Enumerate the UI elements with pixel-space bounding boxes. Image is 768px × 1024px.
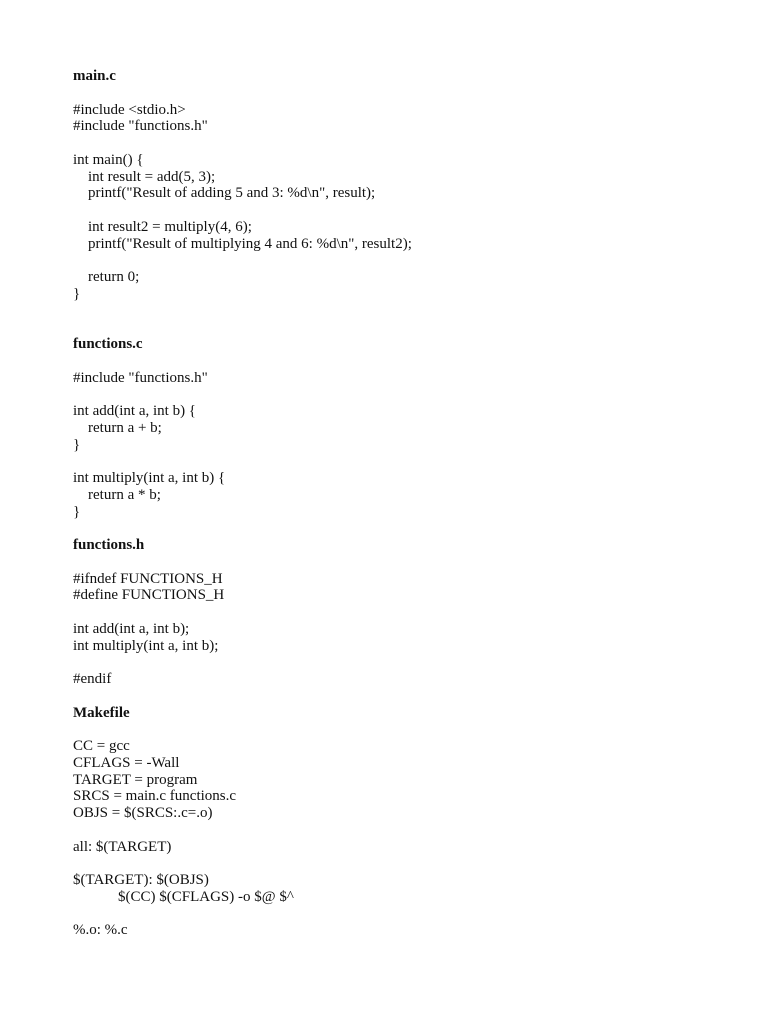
code-line: return a * b; bbox=[73, 486, 161, 503]
code-line: printf("Result of multiplying 4 and 6: %d\n", result2); bbox=[73, 235, 412, 252]
document-body bbox=[73, 68, 412, 939]
blank-line bbox=[73, 855, 412, 872]
code-line: printf("Result of adding 5 and 3: %d\n", result); bbox=[73, 185, 376, 202]
code-line: #endif bbox=[73, 671, 112, 687]
blank-line bbox=[73, 319, 412, 336]
code-line: #define FUNCTIONS_H bbox=[73, 587, 225, 604]
code-line: #include <stdio.h> bbox=[73, 101, 186, 118]
blank-line bbox=[73, 202, 412, 219]
code-line: %.o: %.c bbox=[73, 922, 128, 939]
code-line: return 0; bbox=[73, 269, 140, 285]
code-line: return a + b; bbox=[73, 419, 162, 436]
blank-line bbox=[73, 906, 412, 923]
blank-line bbox=[73, 604, 412, 621]
code-line: int add(int a, int b) { bbox=[73, 403, 197, 419]
code-line: CC = gcc bbox=[73, 738, 130, 754]
blank-line bbox=[73, 654, 412, 671]
file-heading: main.c bbox=[73, 68, 116, 84]
blank-line bbox=[73, 303, 412, 320]
code-line: int result = add(5, 3); bbox=[73, 168, 216, 185]
code-line: int add(int a, int b); bbox=[73, 620, 190, 637]
file-heading: functions.c bbox=[73, 336, 143, 352]
code-line: int multiply(int a, int b) { bbox=[73, 470, 226, 486]
blank-line bbox=[73, 520, 412, 537]
blank-line bbox=[73, 85, 412, 102]
code-line: #include "functions.h" bbox=[73, 118, 208, 135]
blank-line bbox=[73, 353, 412, 370]
code-line: int multiply(int a, int b); bbox=[73, 637, 219, 654]
code-line: } bbox=[73, 285, 81, 302]
file-heading: functions.h bbox=[73, 537, 145, 553]
code-line: } bbox=[73, 436, 81, 453]
code-line: TARGET = program bbox=[73, 771, 198, 788]
code-line: OBJS = $(SRCS:.c=.o) bbox=[73, 805, 213, 821]
blank-line bbox=[73, 453, 412, 470]
blank-line bbox=[73, 554, 412, 571]
blank-line bbox=[73, 688, 412, 705]
blank-line bbox=[73, 386, 412, 403]
code-line: int main() { bbox=[73, 151, 144, 168]
code-line: $(TARGET): $(OBJS) bbox=[73, 872, 209, 888]
code-line: int result2 = multiply(4, 6); bbox=[73, 218, 252, 235]
code-line: SRCS = main.c functions.c bbox=[73, 788, 237, 805]
file-heading: Makefile bbox=[73, 704, 130, 721]
code-line: #include "functions.h" bbox=[73, 369, 208, 386]
blank-line bbox=[73, 135, 412, 152]
code-line: #ifndef FUNCTIONS_H bbox=[73, 570, 223, 587]
code-line: all: $(TARGET) bbox=[73, 838, 172, 855]
code-line: } bbox=[73, 503, 81, 520]
code-line: CFLAGS = -Wall bbox=[73, 754, 180, 771]
code-line: $(CC) $(CFLAGS) -o $@ $^ bbox=[73, 888, 294, 905]
blank-line bbox=[73, 252, 412, 269]
blank-line bbox=[73, 822, 412, 839]
blank-line bbox=[73, 721, 412, 738]
